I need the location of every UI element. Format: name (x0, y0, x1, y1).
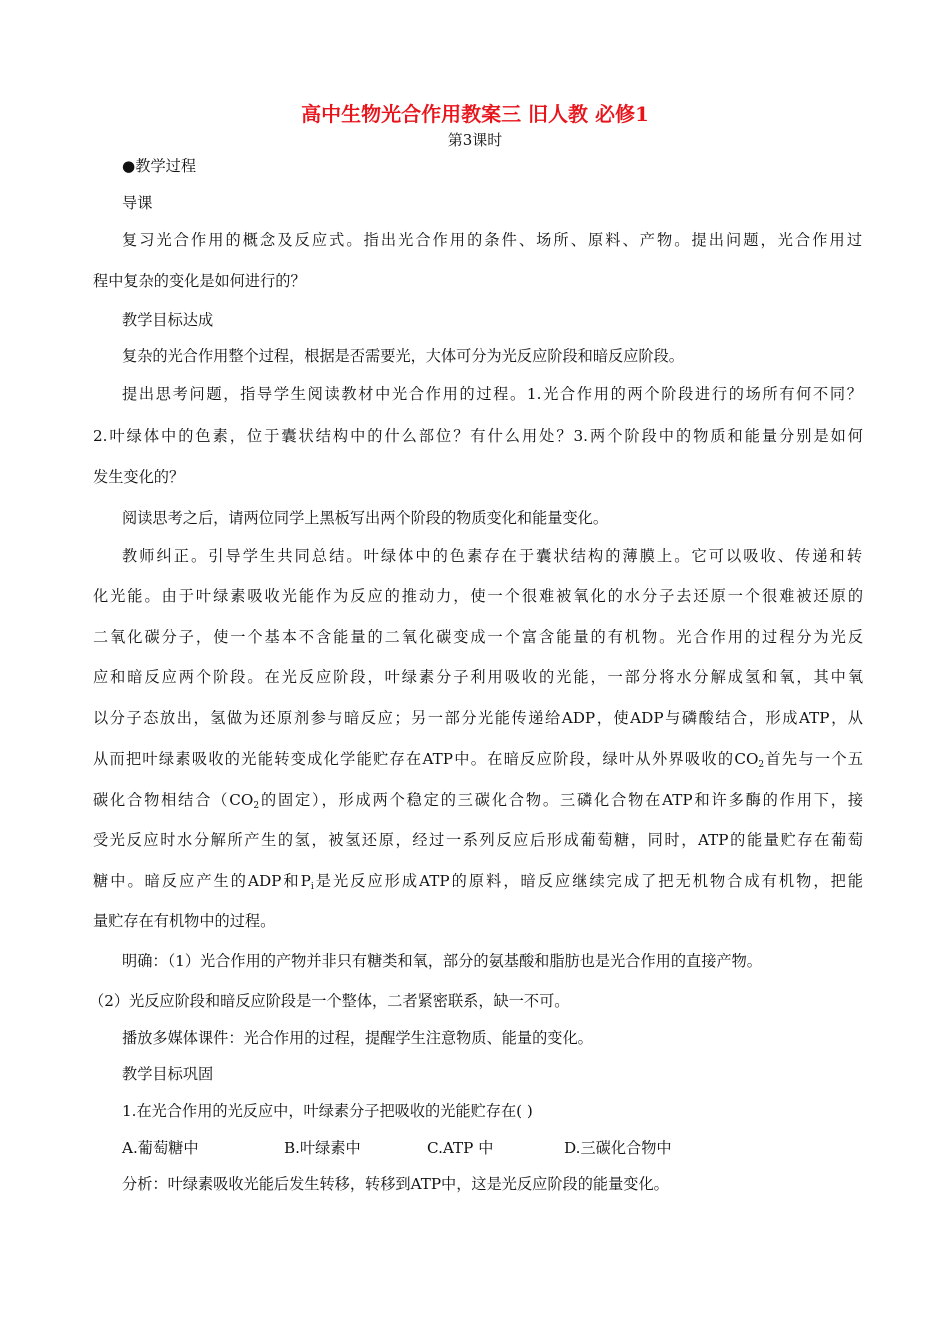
analysis-text: 分析：叶绿素吸收光能后发生转移，转移到ATP中，这是光反应阶段的能量变化。 (122, 1175, 669, 1193)
teacher-line-4: 应和暗反应两个阶段。在光反应阶段，叶绿素分子利用吸收的光能，一部分将水分解成氢和氧，其中氧 (93, 668, 863, 686)
teacher-line-7-b: 的固定），形成两个稳定的三碳化合物。三磷化合物在ATP和许多酶的作用下，接 (259, 791, 863, 809)
question-line-3: 发生变化的？ (93, 468, 185, 486)
consolidate-heading: 教学目标巩固 (122, 1065, 214, 1083)
teacher-line-5: 以分子态放出，氢做为还原剂参与暗反应；另一部分光能传递给ADP，使ADP与磷酸结合，形成ATP，从 (93, 709, 863, 727)
subscript-2: 2 (253, 801, 260, 811)
teacher-line-8: 受光反应时水分解所产生的氢，被氢还原，经过一系列反应后形成葡萄糖，同时，ATP的能量贮存在葡萄 (93, 831, 863, 849)
teacher-line-7-a: 碳化合物相结合（CO (93, 791, 254, 809)
intro-heading: 导课 (122, 194, 153, 212)
page-title: 高中生物光合作用教案三 旧人教 必修1 (301, 102, 649, 126)
section-teaching-process: ●教学过程 (122, 157, 197, 175)
teacher-line-6-a: 从而把叶绿素吸收的光能转变成化学能贮存在ATP中。在暗反应阶段，绿叶从外界吸收的CO (93, 750, 759, 768)
teacher-line-9-a: 糖中。暗反应产生的ADP和P (93, 872, 311, 890)
question-line-1: 提出思考问题，指导学生阅读教材中光合作用的过程。1.光合作用的两个阶段进行的场所有何不同？ (122, 385, 862, 403)
reading-text: 阅读思考之后，请两位同学上黑板写出两个阶段的物质变化和能量变化。 (122, 509, 608, 527)
lesson-number: 第3课时 (447, 131, 503, 149)
question-1: 1.在光合作用的光反应中，叶绿素分子把吸收的光能贮存在( ) (122, 1102, 533, 1120)
option-d: D.三碳化合物中 (564, 1139, 672, 1157)
teacher-line-1: 教师纠正。引导学生共同总结。叶绿体中的色素存在于囊状结构的薄膜上。它可以吸收、传递和转 (122, 547, 862, 565)
teacher-line-9 (93, 870, 863, 898)
clarify-line-1: 明确：（1）光合作用的产物并非只有糖类和氧，部分的氨基酸和脂肪也是光合作用的直接产物。 (122, 952, 762, 970)
option-b: B.叶绿素中 (284, 1139, 361, 1157)
intro-line-1: 复习光合作用的概念及反应式。指出光合作用的条件、场所、原料、产物。提出问题，光合作用过 (122, 231, 862, 249)
teacher-line-9-b: 是光反应形成ATP的原料，暗反应继续完成了把无机物合成有机物，把能 (313, 872, 863, 890)
teacher-line-6-b: 首先与一个五 (764, 750, 864, 768)
subscript-2: 2 (758, 760, 765, 770)
teacher-line-10: 量贮存在有机物中的过程。 (93, 912, 276, 930)
teacher-line-6 (93, 748, 863, 776)
goal-text: 复杂的光合作用整个过程，根据是否需要光，大体可分为光反应阶段和暗反应阶段。 (122, 347, 684, 365)
option-c: C.ATP 中 (427, 1139, 494, 1157)
teacher-line-2: 化光能。由于叶绿素吸收光能作为反应的推动力，使一个很难被氧化的水分子去还原一个很难被还原的 (93, 587, 863, 605)
clarify-line-2: （2）光反应阶段和暗反应阶段是一个整体，二者紧密联系，缺一不可。 (89, 992, 570, 1010)
intro-line-2: 程中复杂的变化是如何进行的？ (93, 272, 306, 290)
teacher-line-7 (93, 789, 863, 817)
option-a: A.葡萄糖中 (122, 1139, 199, 1157)
teacher-line-3: 二氧化碳分子，使一个基本不含能量的二氧化碳变成一个富含能量的有机物。光合作用的过程分为光反 (93, 628, 863, 646)
subscript-i: i (310, 882, 314, 892)
question-line-2: 2.叶绿体中的色素，位于囊状结构中的什么部位？有什么用处？3.两个阶段中的物质和能量分别是如何 (93, 427, 863, 445)
media-text: 播放多媒体课件：光合作用的过程，提醒学生注意物质、能量的变化。 (122, 1029, 593, 1047)
goal-heading: 教学目标达成 (122, 311, 214, 329)
